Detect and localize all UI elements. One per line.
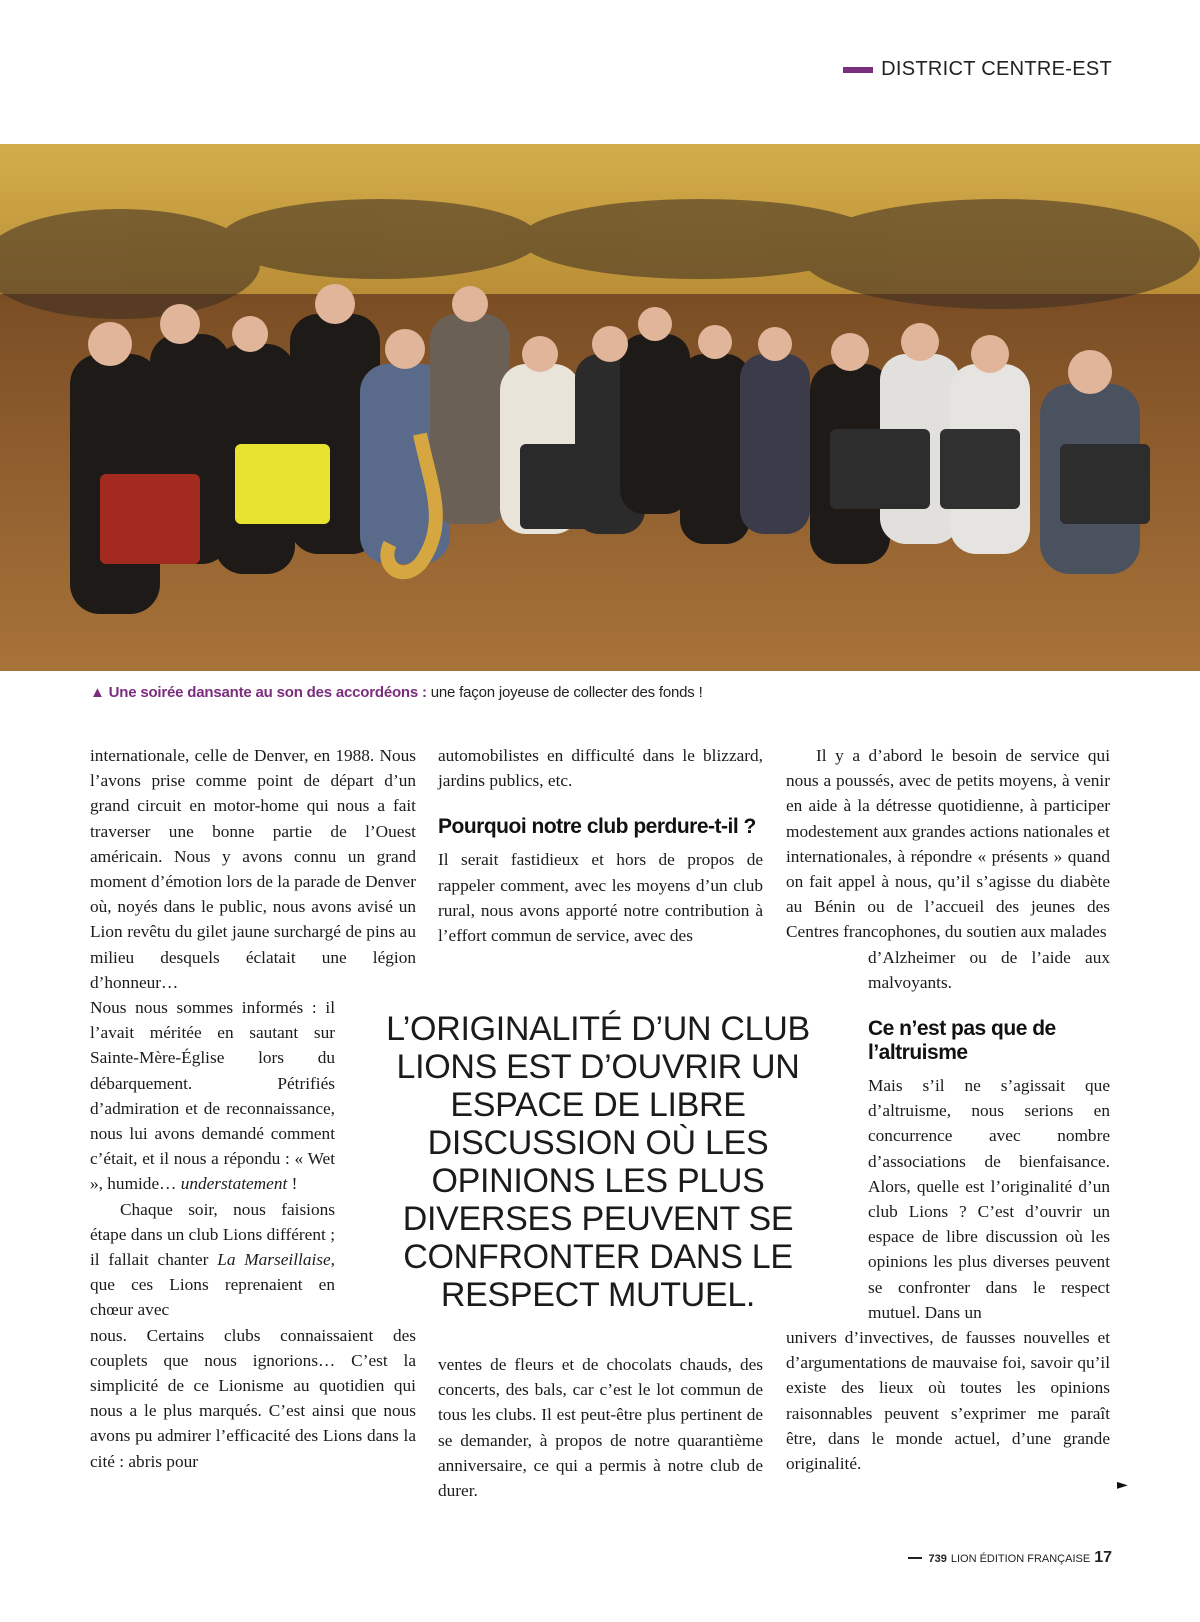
- paragraph: ventes de fleurs et de chocolats chauds, des concerts, des bals, car c’est le lot commun de tous les clubs. Il est peut-être plus pertinent de se demander, à propos de notre quarantième anniversaire, ce qui a permis à notre club de durer.: [438, 1355, 763, 1501]
- paragraph: univers d’invectives, de fausses nouvelles et d’argumentations de mauvaise foi, savoir qu’il existe des lieux où toutes les opinions raisonnables peuvent s’exprimer me paraît être, dans le monde actuel, d’une grande originalité.: [786, 1328, 1110, 1474]
- event-photo: [0, 144, 1200, 671]
- text-run: , que ces Lions reprenaient en chœur avec: [90, 1250, 335, 1320]
- paragraph: Il serait fastidieux et hors de propos de rappeler comment, avec les moyens d’un club rural, nous avons apporté notre contribution à l’effort commun de service, avec des: [438, 850, 763, 946]
- text-run: Nous nous sommes informés : il l’avait méritée en sautant sur Sainte-Mère-Église lors du débarquement. Pétrifiés d’admiration et de reconnaissance, nous lui avons demandé comment c’était, et il nous a répondu : « Wet », humide…: [90, 998, 335, 1194]
- article-column-2-bottom: [438, 1352, 763, 1503]
- text-run: !: [287, 1174, 298, 1194]
- article-column-1: [90, 743, 416, 1474]
- photo-caption: [90, 684, 703, 701]
- publication-name: LION ÉDITION FRANÇAISE: [950, 1553, 1091, 1565]
- article-column-3: [786, 743, 1110, 1476]
- section-header: [843, 58, 1112, 81]
- wrapped-text-block: [90, 995, 335, 1323]
- paragraph: nous. Certains clubs connaissaient des couplets que nous ignorions… C’est la simplicité de ce Lionisme au quotidien qui nous a le plus marqués. C’est ainsi que nous avons pu admirer l’efficacité des Lions dans la cité : abris pour: [90, 1325, 416, 1471]
- paragraph: internationale, celle de Denver, en 1988. Nous l’avons prise comme point de départ d’un grand circuit en motor-home qui nous a fait traverser une bonne partie de l’Ouest américain. Nous y avons connu un grand moment d’émotion lors de la parade de Denver où, noyés dans le public, nous avons avisé un Lion revêtu du gilet jaune surchargé de pins au milieu desquels éclatait une légion d’honneur…: [90, 746, 416, 992]
- continue-arrow-icon: ►: [1117, 1477, 1128, 1493]
- paragraph: Il y a d’abord le besoin de service qui nous a poussés, avec de petits moyens, à venir en aide à la détresse quotidienne, à participer modestement aux grandes actions nationales et internationales, à répondre « présents » quand on fait appel à nous, qu’il s’agisse du diabète au Bénin ou de l’accueil des jeunes des Centres francophones, du soutien aux malades: [786, 746, 1110, 942]
- pull-quote: L’ORIGINALITÉ D’UN CLUB LIONS EST D’OUVRIR UN ESPACE DE LIBRE DISCUSSION OÙ LES OPINIONS LES PLUS DIVERSES PEUVENT SE CONFRONTER DANS LE RESPECT MUTUEL.: [386, 1010, 810, 1314]
- photo-illustration: [0, 144, 1200, 671]
- footer-dash: [908, 1557, 922, 1559]
- paragraph: automobilistes en difficulté dans le blizzard, jardins publics, etc.: [438, 746, 763, 791]
- text-run: Chaque soir, nous faisions étape dans un club Lions différent ; il fallait chanter: [90, 1199, 335, 1270]
- paragraph: [90, 1197, 335, 1323]
- subheading: Pourquoi notre club perdure-t-il ?: [438, 815, 756, 839]
- paragraph: Mais s’il ne s’agissait que d’altruisme, nous serions en concurrence avec nombre d’associations de bienfaisance. Alors, quelle est l’originalité d’un club Lions ? C’est d’ouvrir un espace de libre discussion où les opinions les plus diverses peuvent se confronter dans le respect mutuel. Dans un: [868, 1076, 1110, 1322]
- subheading: Ce n’est pas que de l’altruisme: [868, 1017, 1056, 1065]
- article-column-2-top: [438, 743, 763, 948]
- caption-lead: Une soirée dansante au son des accordéons :: [108, 684, 427, 701]
- paragraph: [90, 995, 335, 1197]
- emphasis: understatement: [180, 1174, 288, 1194]
- emphasis: La Marseillaise: [217, 1250, 331, 1270]
- caption-marker: ▲: [90, 684, 105, 701]
- wrapped-text-block: [868, 945, 1110, 1325]
- page-footer: [908, 1549, 1112, 1567]
- caption-text: une façon joyeuse de collecter des fonds !: [426, 684, 703, 701]
- section-color-bar: [843, 67, 873, 73]
- paragraph: d’Alzheimer ou de l’aide aux malvoyants.: [868, 947, 1110, 992]
- page-number: 17: [1094, 1549, 1112, 1566]
- section-title: DISTRICT CENTRE-EST: [881, 58, 1112, 80]
- issue-number: 739: [928, 1553, 947, 1565]
